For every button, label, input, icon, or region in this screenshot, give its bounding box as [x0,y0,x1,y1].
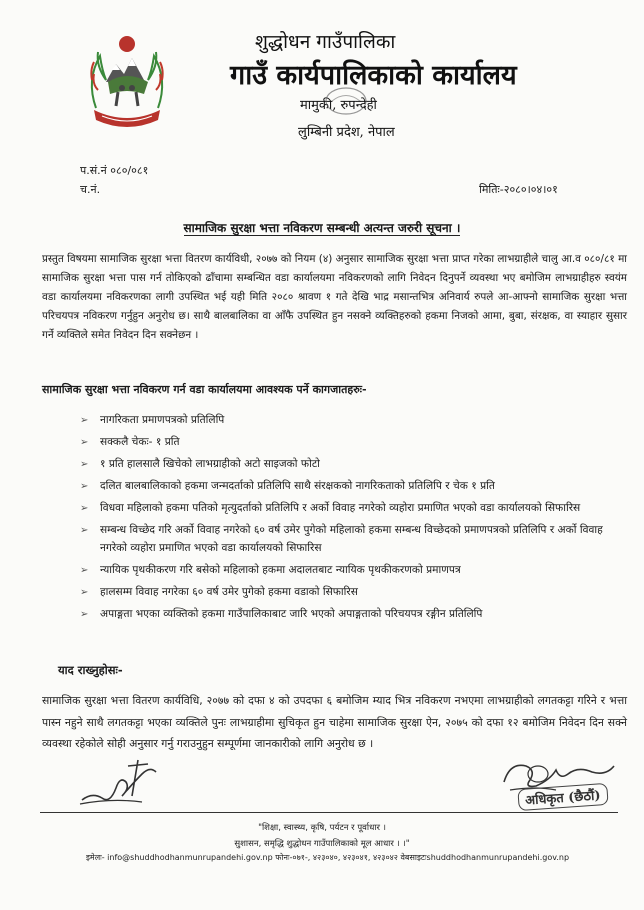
list-item: ➢ सक्कलै चेकः- १ प्रति [80,434,632,452]
arrow-bullet-icon: ➢ [80,481,89,492]
arrow-bullet-icon: ➢ [80,586,89,598]
government-emblem [82,30,172,130]
left-signature [72,752,172,810]
footer-contact: इमेलः- info@shuddhodhanmunrupandehi.gov.np फोनः-०७१-, ४२३०४०, ४२३०४१, ४२३०४२ वेबसाइटःshuddhodhanmunrupandehi.gov.np [86,853,570,862]
letter-date: मितिः-२०८०।०४।०१ [479,183,558,196]
subject-text: सामाजिक सुरक्षा भत्ता नविकरण सम्बन्धी अत्यन्त जरुरी सूचना । [183,221,461,235]
office-seal-stamp [324,86,368,116]
province-name: लुम्बिनी प्रदेश, नेपाल [298,125,395,140]
intro-paragraph: प्रस्तुत विषयमा सामाजिक सुरक्षा भत्ता वितरण कार्यविधी, २०७७ को नियम (४) अनुसार सामाजिक सुरक्षा भत्ता प्राप्त गरेका लाभग्राहीले चालु आ.व ०८०/८१ मा सामाजिक सुरक्षा भत्ता पास गर्न तोकिएको ढाँचामा सम्बन्धित वडा कार्यालयमा नविकरणको लागि निवेदन दिनुपर्ने व्यवस्था भए बमोजिम लाभग्राहीहरु स्वयंम वडा कार्यालयमा नविकरणका लागी उपस्थित भई यही मिति २०८० श्रावण १ गते देखि भाद्र मसान्तभित्र अनिवार्य रुपले आ-आफ्नो सामाजिक सुरक्षा भत्ता परिचयपत्र नविकरण गर्नुहुन अनुरोध छ। साथै बालबालिका वा आँफै उपस्थित हुन नसक्ने व्यक्तिहरुको हकमा निजको आमा, बुबा, संरक्षक, वा स्याहार सुसार गर्ने व्यक्तिले समेत निवेदन दिन सक्नेछन । [42,253,627,341]
reference-number: प.सं.नं ०८०/०८१ [80,164,149,177]
office-address: मामुकी, रुपन्देही [300,98,377,113]
office-name: गाउँ कार्यपालिकाको कार्यालय [230,60,517,91]
list-item: ➢ न्यायिक पृथकीकरण गरि बसेको महिलाको हकमा अदालतबाट न्यायिक पृथकीकरणको प्रमाणपत्र [80,562,632,580]
remember-paragraph: सामाजिक सुरक्षा भत्ता वितरण कार्यविधि, २०७७ को दफा ४ को उपदफा ६ बमोजिम म्याद भित्र नविकरण नभएमा लाभग्राहीको लगतकट्टा गरिने र भत्ता पास्न नहुने साथै लगतकट्टा भएका व्यक्तिले पुनः लाभग्राहीमा सुचिकृत हुन चाहेमा सामाजिक सुरक्षा ऐन, २०७५ को दफा १२ बमोजिम निवेदन दिन सक्ने व्यवस्था रहेकोले सोही अनुसार गर्नु गराउनुहुन सम्पूर्णमा जानकारीको लागि अनुरोध छ । [42,694,627,750]
arrow-bullet-icon: ➢ [80,608,89,620]
municipality-name: शुद्धोधन गाउँपालिका [255,31,396,53]
arrow-bullet-icon: ➢ [80,503,89,514]
arrow-bullet-icon: ➢ [80,437,89,448]
footer-slogan-1: "शिक्षा, स्वास्थ्य, कृषि, पर्यटन र पूर्वाधार । [258,823,386,833]
officer-stamp: अधिकृत (छैठौं) [517,783,608,811]
dispatch-number: च.नं. [80,183,101,196]
arrow-bullet-icon: ➢ [80,459,89,470]
arrow-bullet-icon: ➢ [80,525,89,536]
list-item: ➢ हालसम्म विवाह नगरेका ६० वर्ष उमेर पुगेको हकमा वडाको सिफारिस [80,584,632,602]
footer-slogan-2: सुशासन, समृद्धि शुद्धोधन गाउँपालिकाको मूल आधार । ।" [234,839,410,849]
remember-heading: याद राख्नुहोसः- [58,663,123,677]
documents-list [80,412,632,628]
notice-subject [0,219,644,236]
list-item: ➢ विधवा महिलाको हकमा पतिको मृत्युदर्ताको प्रतिलिपि र अर्को विवाह नगरेको व्यहोरा प्रमाणित भएको वडा कार्यालयको सिफारिस [80,500,632,518]
arrow-bullet-icon: ➢ [80,564,89,576]
list-item: ➢ नागरिकता प्रमाणपत्रको प्रतिलिपि [80,412,632,430]
list-item: ➢ दलित बालबालिकाको हकमा जन्मदर्ताको प्रतिलिपि साथै संरक्षकको नागरिकताको प्रतिलिपि र चेक १ प्रति [80,478,632,496]
list-item: ➢ १ प्रति हालसालै खिचेको लाभग्राहीको अटो साइजको फोटो [80,456,632,474]
footer-divider [40,812,618,813]
list-item: ➢ सम्बन्ध विच्छेद गरि अर्को विवाह नगरेको ६० वर्ष उमेर पुगेको महिलाको हकमा सम्बन्ध विच्छेदको प्रमाणपत्रको प्रतिलिपि र अर्को विवाह नगरेको व्यहोरा प्रमाणित भएको वडा कार्यालयको सिफारिस [80,524,603,554]
arrow-bullet-icon: ➢ [80,415,89,426]
list-item: ➢ अपाङ्गता भएका व्यक्तिको हकमा गाउँपालिकाबाट जारि भएको अपाङ्गताको परिचयपत्र रङ्गीन प्रतिलिपि [80,606,632,624]
documents-heading: सामाजिक सुरक्षा भत्ता नविकरण गर्न वडा कार्यालयमा आवश्यक पर्ने कागजातहरुः- [42,383,367,396]
